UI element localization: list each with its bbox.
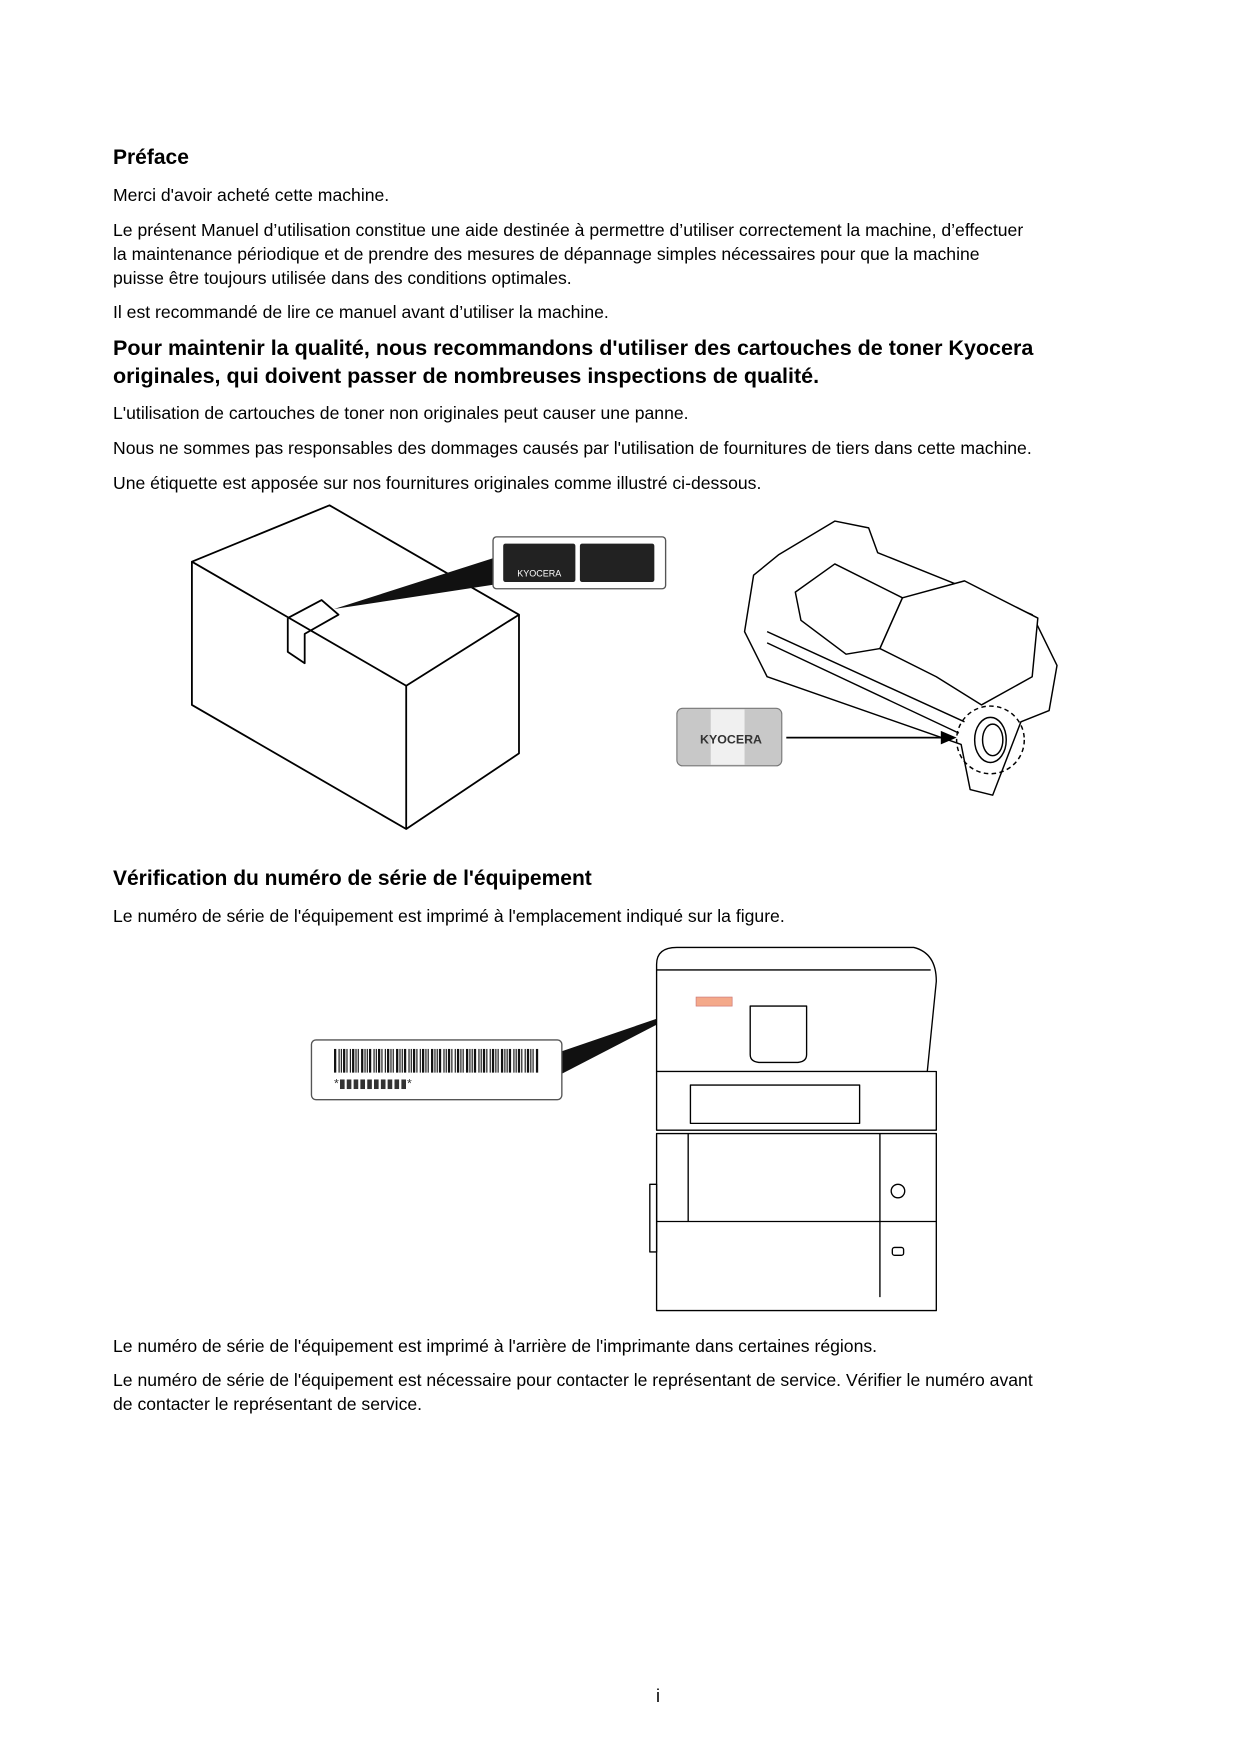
barcode-bar <box>451 1049 452 1073</box>
barcode-bar <box>364 1049 365 1073</box>
serial-paragraph-3-line: de contacter le représentant de service. <box>113 1394 423 1414</box>
barcode-bar <box>341 1049 342 1073</box>
page-number: i <box>656 1686 660 1706</box>
barcode-bar <box>527 1049 529 1073</box>
barcode-bar <box>466 1049 468 1073</box>
barcode-bar <box>495 1049 496 1073</box>
preface-paragraph-1: Merci d'avoir acheté cette machine. <box>113 185 390 205</box>
barcode-bar <box>358 1049 359 1073</box>
barcode-bar <box>369 1049 371 1073</box>
barcode-bar <box>339 1049 340 1073</box>
barcode-bar <box>408 1049 409 1073</box>
quality-paragraph-3: Une étiquette est apposée sur nos fournitures originales comme illustré ci-dessous. <box>113 473 762 493</box>
barcode-bar <box>390 1049 391 1073</box>
barcode-bar <box>455 1049 456 1073</box>
barcode-bar <box>361 1049 363 1073</box>
barcode-bar <box>428 1049 429 1073</box>
barcode-bar <box>483 1049 485 1073</box>
barcode-bar <box>404 1049 406 1073</box>
barcode-bar <box>457 1049 459 1073</box>
barcode-bar <box>481 1049 482 1073</box>
barcode-bar <box>460 1049 461 1073</box>
preface-paragraph-2-line: puisse être toujours utilisée dans des conditions optimales. <box>113 268 572 288</box>
barcode-bar <box>385 1049 386 1073</box>
toner-illustration <box>745 521 1057 795</box>
serial-heading: Vérification du numéro de série de l'équipement <box>113 867 592 890</box>
barcode-bar <box>346 1049 347 1073</box>
barcode-bar <box>513 1049 514 1073</box>
serial-paragraph-1: Le numéro de série de l'équipement est imprimé à l'emplacement indiqué sur la figure. <box>113 906 785 926</box>
barcode-bar <box>492 1049 494 1073</box>
barcode-bar <box>509 1049 511 1073</box>
barcode-bar <box>355 1049 356 1073</box>
barcode-bar <box>478 1049 479 1073</box>
serial-label-location <box>696 997 732 1006</box>
kyocera-logo: KYOCERA <box>517 568 562 579</box>
barcode-bar <box>343 1049 345 1073</box>
barcode-bar <box>378 1049 380 1073</box>
quality-heading-line: originales, qui doivent passer de nombreuses inspections de qualité. <box>113 364 820 388</box>
barcode-bar <box>521 1049 522 1073</box>
barcode-bar <box>402 1049 403 1073</box>
barcode-bar <box>396 1049 398 1073</box>
barcode-bar <box>352 1049 354 1073</box>
barcode-bar <box>530 1049 531 1073</box>
preface-heading: Préface <box>113 146 189 169</box>
barcode-bar <box>486 1049 487 1073</box>
barcode-bar <box>413 1049 415 1073</box>
barcode-bar <box>411 1049 412 1073</box>
barcode-bar <box>504 1049 505 1073</box>
barcode-bar <box>490 1049 491 1073</box>
barcode-bar <box>437 1049 438 1073</box>
barcode-bar <box>501 1049 503 1073</box>
barcode-bar <box>536 1049 538 1073</box>
barcode-bar <box>350 1049 351 1073</box>
barcode-bar <box>393 1049 394 1073</box>
quality-heading-line: Pour maintenir la qualité, nous recommandons d'utiliser des cartouches de toner Kyocera <box>113 336 1034 360</box>
barcode-bar <box>381 1049 382 1073</box>
barcode-bar <box>439 1049 441 1073</box>
box-label <box>493 537 666 589</box>
barcode-bar <box>443 1049 444 1073</box>
barcode-bar <box>416 1049 417 1073</box>
serial-barcode-label <box>311 1040 561 1100</box>
barcode-bar <box>518 1049 520 1073</box>
quality-paragraph-2: Nous ne sommes pas responsables des dommages causés par l'utilisation de fournitures de tiers dans cette machine. <box>113 438 1032 458</box>
barcode-bar <box>431 1049 433 1073</box>
barcode-bar <box>420 1049 421 1073</box>
serial-barcode-text: *▮▮▮▮▮▮▮▮▮▮* <box>334 1076 412 1091</box>
barcode-bar <box>525 1049 526 1073</box>
barcode-bar <box>425 1049 426 1073</box>
barcode-bar <box>472 1049 473 1073</box>
barcode-bar <box>334 1049 336 1073</box>
barcode-bar <box>533 1049 534 1073</box>
barcode-bar <box>422 1049 424 1073</box>
quality-paragraph-1: L'utilisation de cartouches de toner non originales peut causer une panne. <box>113 403 689 423</box>
box-illustration <box>192 505 519 829</box>
serial-paragraph-2: Le numéro de série de l'équipement est imprimé à l'arrière de l'imprimante dans certaines régions. <box>113 1336 878 1356</box>
serial-paragraph-3-line: Le numéro de série de l'équipement est nécessaire pour contacter le représentant de service. Vérifier le numéro avant <box>113 1370 1033 1390</box>
barcode-bar <box>507 1049 508 1073</box>
printer-illustration <box>650 947 936 1310</box>
barcode-bar <box>469 1049 470 1073</box>
barcode-bar <box>498 1049 499 1073</box>
barcode-bar <box>376 1049 377 1073</box>
barcode-bar <box>434 1049 435 1073</box>
barcode-bar <box>446 1049 447 1073</box>
barcode-bar <box>373 1049 374 1073</box>
preface-paragraph-2-line: la maintenance périodique et de prendre des mesures de dépannage simples nécessaires pour que la machine <box>113 244 980 264</box>
barcode-bar <box>387 1049 389 1073</box>
barcode-bar <box>399 1049 400 1073</box>
barcode-bar <box>474 1049 476 1073</box>
toner-label <box>677 708 782 766</box>
barcode-bar <box>367 1049 368 1073</box>
preface-paragraph-2-line: Le présent Manuel d’utilisation constitue une aide destinée à permettre d’utiliser correctement la machine, d’effectuer <box>113 220 1024 240</box>
barcode-bar <box>448 1049 450 1073</box>
preface-paragraph-3: Il est recommandé de lire ce manuel avant d’utiliser la machine. <box>113 302 609 322</box>
barcode-bar <box>463 1049 464 1073</box>
barcode-bar <box>516 1049 517 1073</box>
kyocera-logo: KYOCERA <box>700 732 763 747</box>
